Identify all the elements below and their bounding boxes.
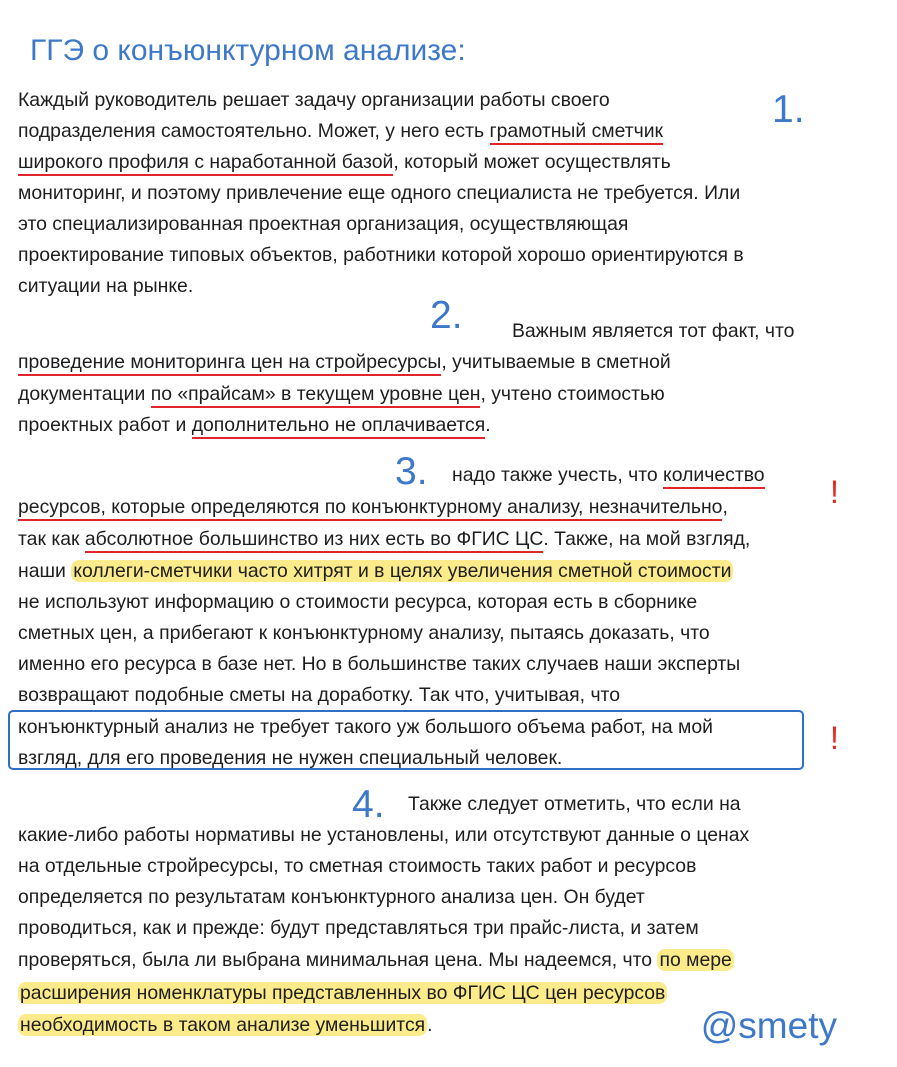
section-number-2: 2.	[430, 294, 463, 337]
paragraph-3-line: именно его ресурса в базе нет. Но в большинстве таких случаев наши эксперты	[18, 653, 741, 675]
paragraph-1-line: мониторинг, и поэтому привлечение еще одного специалиста не требуется. Или	[18, 182, 741, 204]
highlighted-text: расширения номенклатуры представленных во ФГИС ЦС цен ресурсов	[20, 982, 666, 1004]
highlighted-text: коллеги-сметчики часто хитрят и в целях увеличения сметной стоимости	[73, 560, 732, 582]
highlighted-text: необходимость в таком анализе уменьшится	[20, 1014, 426, 1036]
paragraph-2-line	[18, 383, 665, 405]
paragraph-2-line	[18, 414, 491, 436]
underlined-text: по «прайсам» в текущем уровне цен	[151, 383, 481, 408]
paragraph-3-line	[452, 464, 765, 486]
paragraph-1-line: ситуации на рынке.	[18, 275, 194, 297]
paragraph-3-line	[18, 528, 750, 550]
underlined-text: проведение мониторинга цен на стройресурсы	[18, 351, 441, 376]
underlined-text: количество	[663, 464, 765, 489]
underlined-text: абсолютное большинство из них есть во ФГИС ЦС	[85, 528, 543, 553]
paragraph-3-line: возвращают подобные сметы на доработку. Так что, учитывая, что	[18, 684, 620, 706]
text-span: подразделения самостоятельно. Может, у него есть	[18, 120, 490, 142]
text-span: . Также, на мой взгляд,	[543, 528, 751, 550]
text-span: проектных работ и	[18, 414, 192, 436]
paragraph-2-line: Важным является тот факт, что	[512, 320, 795, 342]
text-span: документации	[18, 383, 151, 405]
paragraph-3-line	[18, 560, 733, 582]
text-span: так как	[18, 528, 85, 550]
underlined-text: широкого профиля с наработанной базой	[18, 151, 393, 176]
watermark-handle: @smety	[700, 1005, 837, 1046]
paragraph-4-line	[18, 982, 667, 1004]
paragraph-3-line: сметных цен, а прибегают к конъюнктурному анализу, пытаясь доказать, что	[18, 622, 710, 644]
paragraph-1-line: проектирование типовых объектов, работники которой хорошо ориентируются в	[18, 244, 744, 266]
text-span: .	[427, 1014, 433, 1036]
paragraph-1-line	[18, 151, 671, 173]
exclamation-mark: !	[830, 720, 839, 756]
paragraph-3-line: не используют информацию о стоимости ресурса, которая есть в сборнике	[18, 591, 698, 613]
paragraph-3-line	[18, 496, 728, 518]
underlined-text: грамотный сметчик	[490, 120, 664, 145]
section-number-4: 4.	[352, 783, 385, 826]
text-span: , который может осуществлять	[393, 151, 671, 173]
paragraph-3-line: конъюнктурный анализ не требует такого уж большого объема работ, на мой	[18, 716, 713, 738]
section-number-1: 1.	[772, 88, 805, 131]
paragraph-1-line: это специализированная проектная организация, осуществляющая	[18, 213, 629, 235]
text-span: ,	[722, 496, 728, 518]
text-span: надо также учесть, что	[452, 464, 664, 486]
paragraph-4-line	[18, 949, 734, 971]
exclamation-mark: !	[830, 474, 839, 510]
underlined-text: ресурсов, которые определяются по конъюнктурному анализу, незначительно	[18, 496, 722, 521]
highlighted-text: по мере	[659, 949, 732, 971]
text-span: .	[485, 414, 491, 436]
underlined-text: дополнительно не оплачивается	[192, 414, 486, 439]
text-span: , учитываемые в сметной	[441, 351, 671, 373]
text-span: , учтено стоимостью	[480, 383, 665, 405]
text-span: проверяться, была ли выбрана минимальная цена. Мы надеемся, что	[18, 949, 658, 971]
paragraph-3-line: взгляд, для его проведения не нужен специальный человек.	[18, 747, 563, 769]
paragraph-4-line: Также следует отметить, что если на	[408, 793, 741, 815]
paragraph-4-line	[18, 1014, 433, 1036]
paragraph-4-line: проводиться, как и прежде: будут представляться три прайс-листа, и затем	[18, 917, 699, 939]
text-span: наши	[18, 560, 72, 582]
section-number-3: 3.	[395, 450, 428, 493]
paragraph-4-line: определяется по результатам конъюнктурного анализа цен. Он будет	[18, 886, 645, 908]
paragraph-1-line	[18, 120, 663, 142]
page-title: ГГЭ о конъюнктурном анализе:	[30, 34, 466, 67]
paragraph-4-line: какие-либо работы нормативы не установлены, или отсутствуют данные о ценах	[18, 824, 750, 846]
paragraph-1-line: Каждый руководитель решает задачу организации работы своего	[18, 89, 610, 111]
paragraph-4-line: на отдельные стройресурсы, то сметная стоимость таких работ и ресурсов	[18, 855, 697, 877]
paragraph-2-line	[18, 351, 671, 373]
